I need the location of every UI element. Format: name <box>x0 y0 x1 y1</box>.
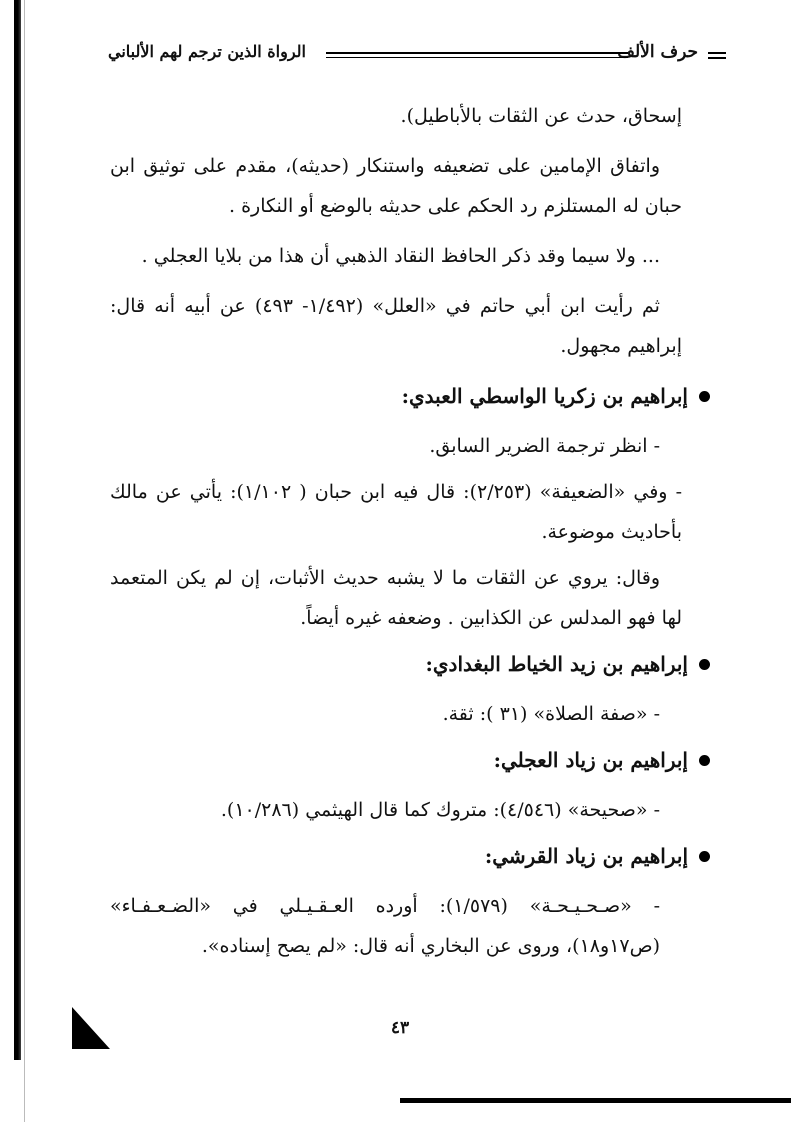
entry-heading-text: إبراهيم بن زياد القرشي: <box>484 844 688 868</box>
entry-line: - وفي «الضعيفة» (٢/٢٥٣): قال فيه ابن حبان ( ١/١٠٢): يأتي عن مالك بأحاديث موضوعة. <box>110 481 682 543</box>
entry-line: - انظر ترجمة الضرير السابق. <box>429 435 660 457</box>
entry-heading-text: إبراهيم بن زكريا الواسطي العبدي: <box>401 384 688 408</box>
header-dash-ornament <box>708 52 726 59</box>
running-header <box>108 40 726 72</box>
entry-line: - «صـحـيـحـة» (١/٥٧٩): أورده العـقـيـلي في «الضـعـفـاء» (ص١٧و١٨)، وروى عن البخاري أنه قال: «لم يصح إسناده». <box>110 895 660 957</box>
scan-edge-left <box>14 0 21 1060</box>
scan-edge-bottom <box>400 1098 791 1103</box>
entry-heading <box>110 644 710 684</box>
entry-heading <box>110 740 710 780</box>
entry-heading-text: إبراهيم بن زيد الخياط البغدادي: <box>425 652 688 676</box>
page-body <box>110 96 688 972</box>
header-book-title: الرواة الذين ترجم لهم الألباني <box>108 42 306 61</box>
scan-edge-line <box>24 0 25 1122</box>
entry-line: - «صفة الصلاة» (٣١ ): ثقة. <box>442 703 660 725</box>
entry-line: وقال: يروي عن الثقات ما لا يشبه حديث الأثبات، إن لم يكن المتعمد لها فهو المدلس عن الكذابين . وضعفه غيره أيضاً. <box>110 567 682 629</box>
bullet-icon <box>699 659 710 670</box>
page-number: ٤٣ <box>390 1018 410 1038</box>
entry-line: - «صحيحة» (٤/٥٤٦): متروك كما قال الهيثمي (١٠/٢٨٦). <box>220 799 660 821</box>
header-rule <box>326 52 628 58</box>
bullet-icon <box>699 391 710 402</box>
header-chapter-title: حرف الألف <box>617 42 698 62</box>
entry-heading <box>110 836 710 876</box>
entry-heading-text: إبراهيم بن زياد العجلي: <box>493 748 688 772</box>
paragraph: ... ولا سيما وقد ذكر الحافظ النقاد الذهبي أن هذا من بلايا العجلي . <box>141 245 660 267</box>
bullet-icon <box>699 755 710 766</box>
bullet-icon <box>699 851 710 862</box>
corner-triangle-mark <box>72 1007 110 1049</box>
entry-heading <box>110 376 710 416</box>
paragraph: ثم رأيت ابن أبي حاتم في «العلل» (١/٤٩٢- ٤٩٣) عن أبيه أنه قال: إبراهيم مجهول. <box>110 295 682 357</box>
paragraph: إسحاق، حدث عن الثقات بالأباطيل). <box>400 105 682 127</box>
paragraph: واتفاق الإمامين على تضعيفه واستنكار (حديثه)، مقدم على توثيق ابن حبان له المستلزم رد الحكم على حديثه بالوضع أو النكارة . <box>110 155 682 217</box>
